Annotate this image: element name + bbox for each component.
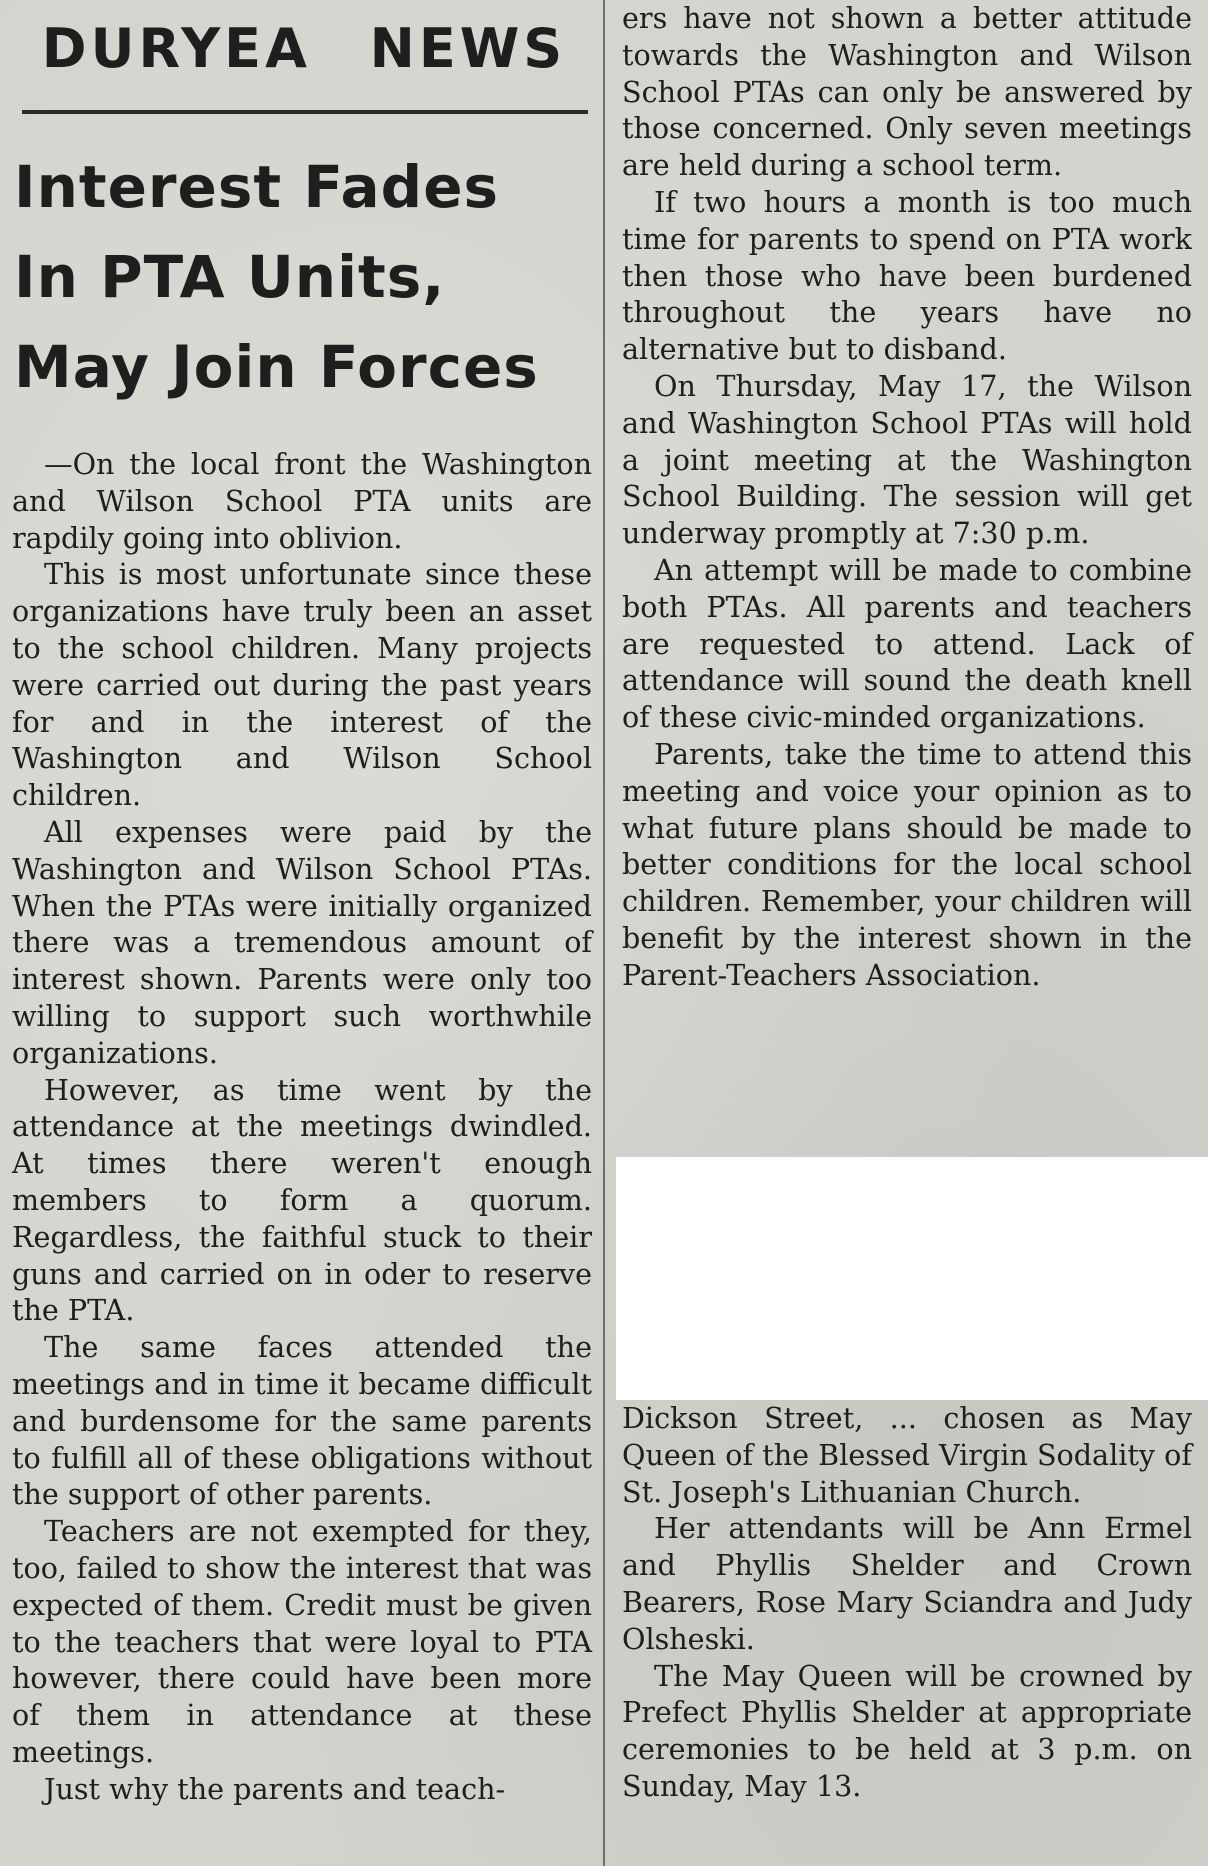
headline-line-2: In PTA Units, — [14, 243, 446, 311]
paragraph: The same faces attended the meetings and in time it became difficult and burdensome for the same parents to fulfill all of these obligations without the support of other parents. — [12, 1330, 592, 1512]
paragraph: If two hours a month is too much time for parents to spend on PTA work then those who have been burdened throughout the years have no alternative but to disband. — [622, 184, 1192, 367]
masthead: DURYEA NEWS — [41, 17, 567, 80]
paragraph: On Thursday, May 17, the Wilson and Washington School PTAs will hold a joint meeting at the Washington School Building. The session will get underway promptly at 7:30 p.m. — [622, 368, 1192, 551]
paragraph: Teachers are not exempted for they, too, failed to show the interest that was expected of them. Credit must be given to the teachers that were loyal to PTA however, there could have been more of them in attendance at these meetings. — [12, 1514, 592, 1769]
masthead-rule — [22, 110, 588, 114]
article-body-right — [614, 0, 1192, 994]
headline-line-3: May Join Forces — [14, 333, 539, 401]
paragraph: All expenses were paid by the Washington and Wilson School PTAs. When the PTAs were initially organized there was a tremendous amount of interest shown. Parents were only too willing to support such worthwhile organizations. — [12, 814, 592, 1070]
paragraph: An attempt will be made to combine both PTAs. All parents and teachers are requested to attend. Lack of attendance will sound the death knell of these civic-minded organizations. — [622, 552, 1192, 735]
left-column — [12, 0, 596, 1866]
paragraph: However, as time went by the attendance at the meetings dwindled. At times there weren't enough members to form a quorum. Regardless, the faithful stuck to their guns and carried on in oder to reserve the PTA. — [12, 1072, 592, 1328]
paragraph: The May Queen will be crowned by Prefect Phyllis Shelder at appropriate ceremonies to be held at 3 p.m. on Sunday, May 13. — [622, 1658, 1192, 1803]
paragraph: Her attendants will be Ann Ermel and Phyllis Shelder and Crown Bearers, Rose Mary Sciandra and Judy Olsheski. — [622, 1511, 1192, 1656]
article-body-left — [12, 446, 596, 1807]
paragraph: Dickson Street, ... chosen as May Queen of the Blessed Virgin Sodality of St. Joseph's Lithuanian Church. — [622, 1401, 1192, 1509]
headline — [14, 142, 596, 412]
paragraph: Parents, take the time to attend this meeting and voice your opinion as to what future plans should be made to better conditions for the local school children. Remember, your children will benefit by the interest shown in the Parent-Teachers Association. — [622, 736, 1192, 992]
redacted-area — [616, 1157, 1208, 1400]
may-queen-article — [622, 1400, 1192, 1805]
paragraph: Just why the parents and teach- — [44, 1771, 506, 1806]
headline-line-1: Interest Fades — [14, 153, 500, 221]
paragraph: —On the local front the Washington and Wilson School PTA units are rapdily going into oblivion. — [12, 447, 592, 555]
paragraph: This is most unfortunate since these organizations have truly been an asset to the school children. Many projects were carried out during the past years for and in the interest of the Washington and Wilson School children. — [12, 557, 592, 813]
paragraph: ers have not shown a better attitude towards the Washington and Wilson School PTAs can only be answered by those concerned. Only seven meetings are held during a school term. — [622, 1, 1192, 183]
column-divider — [603, 0, 605, 1866]
